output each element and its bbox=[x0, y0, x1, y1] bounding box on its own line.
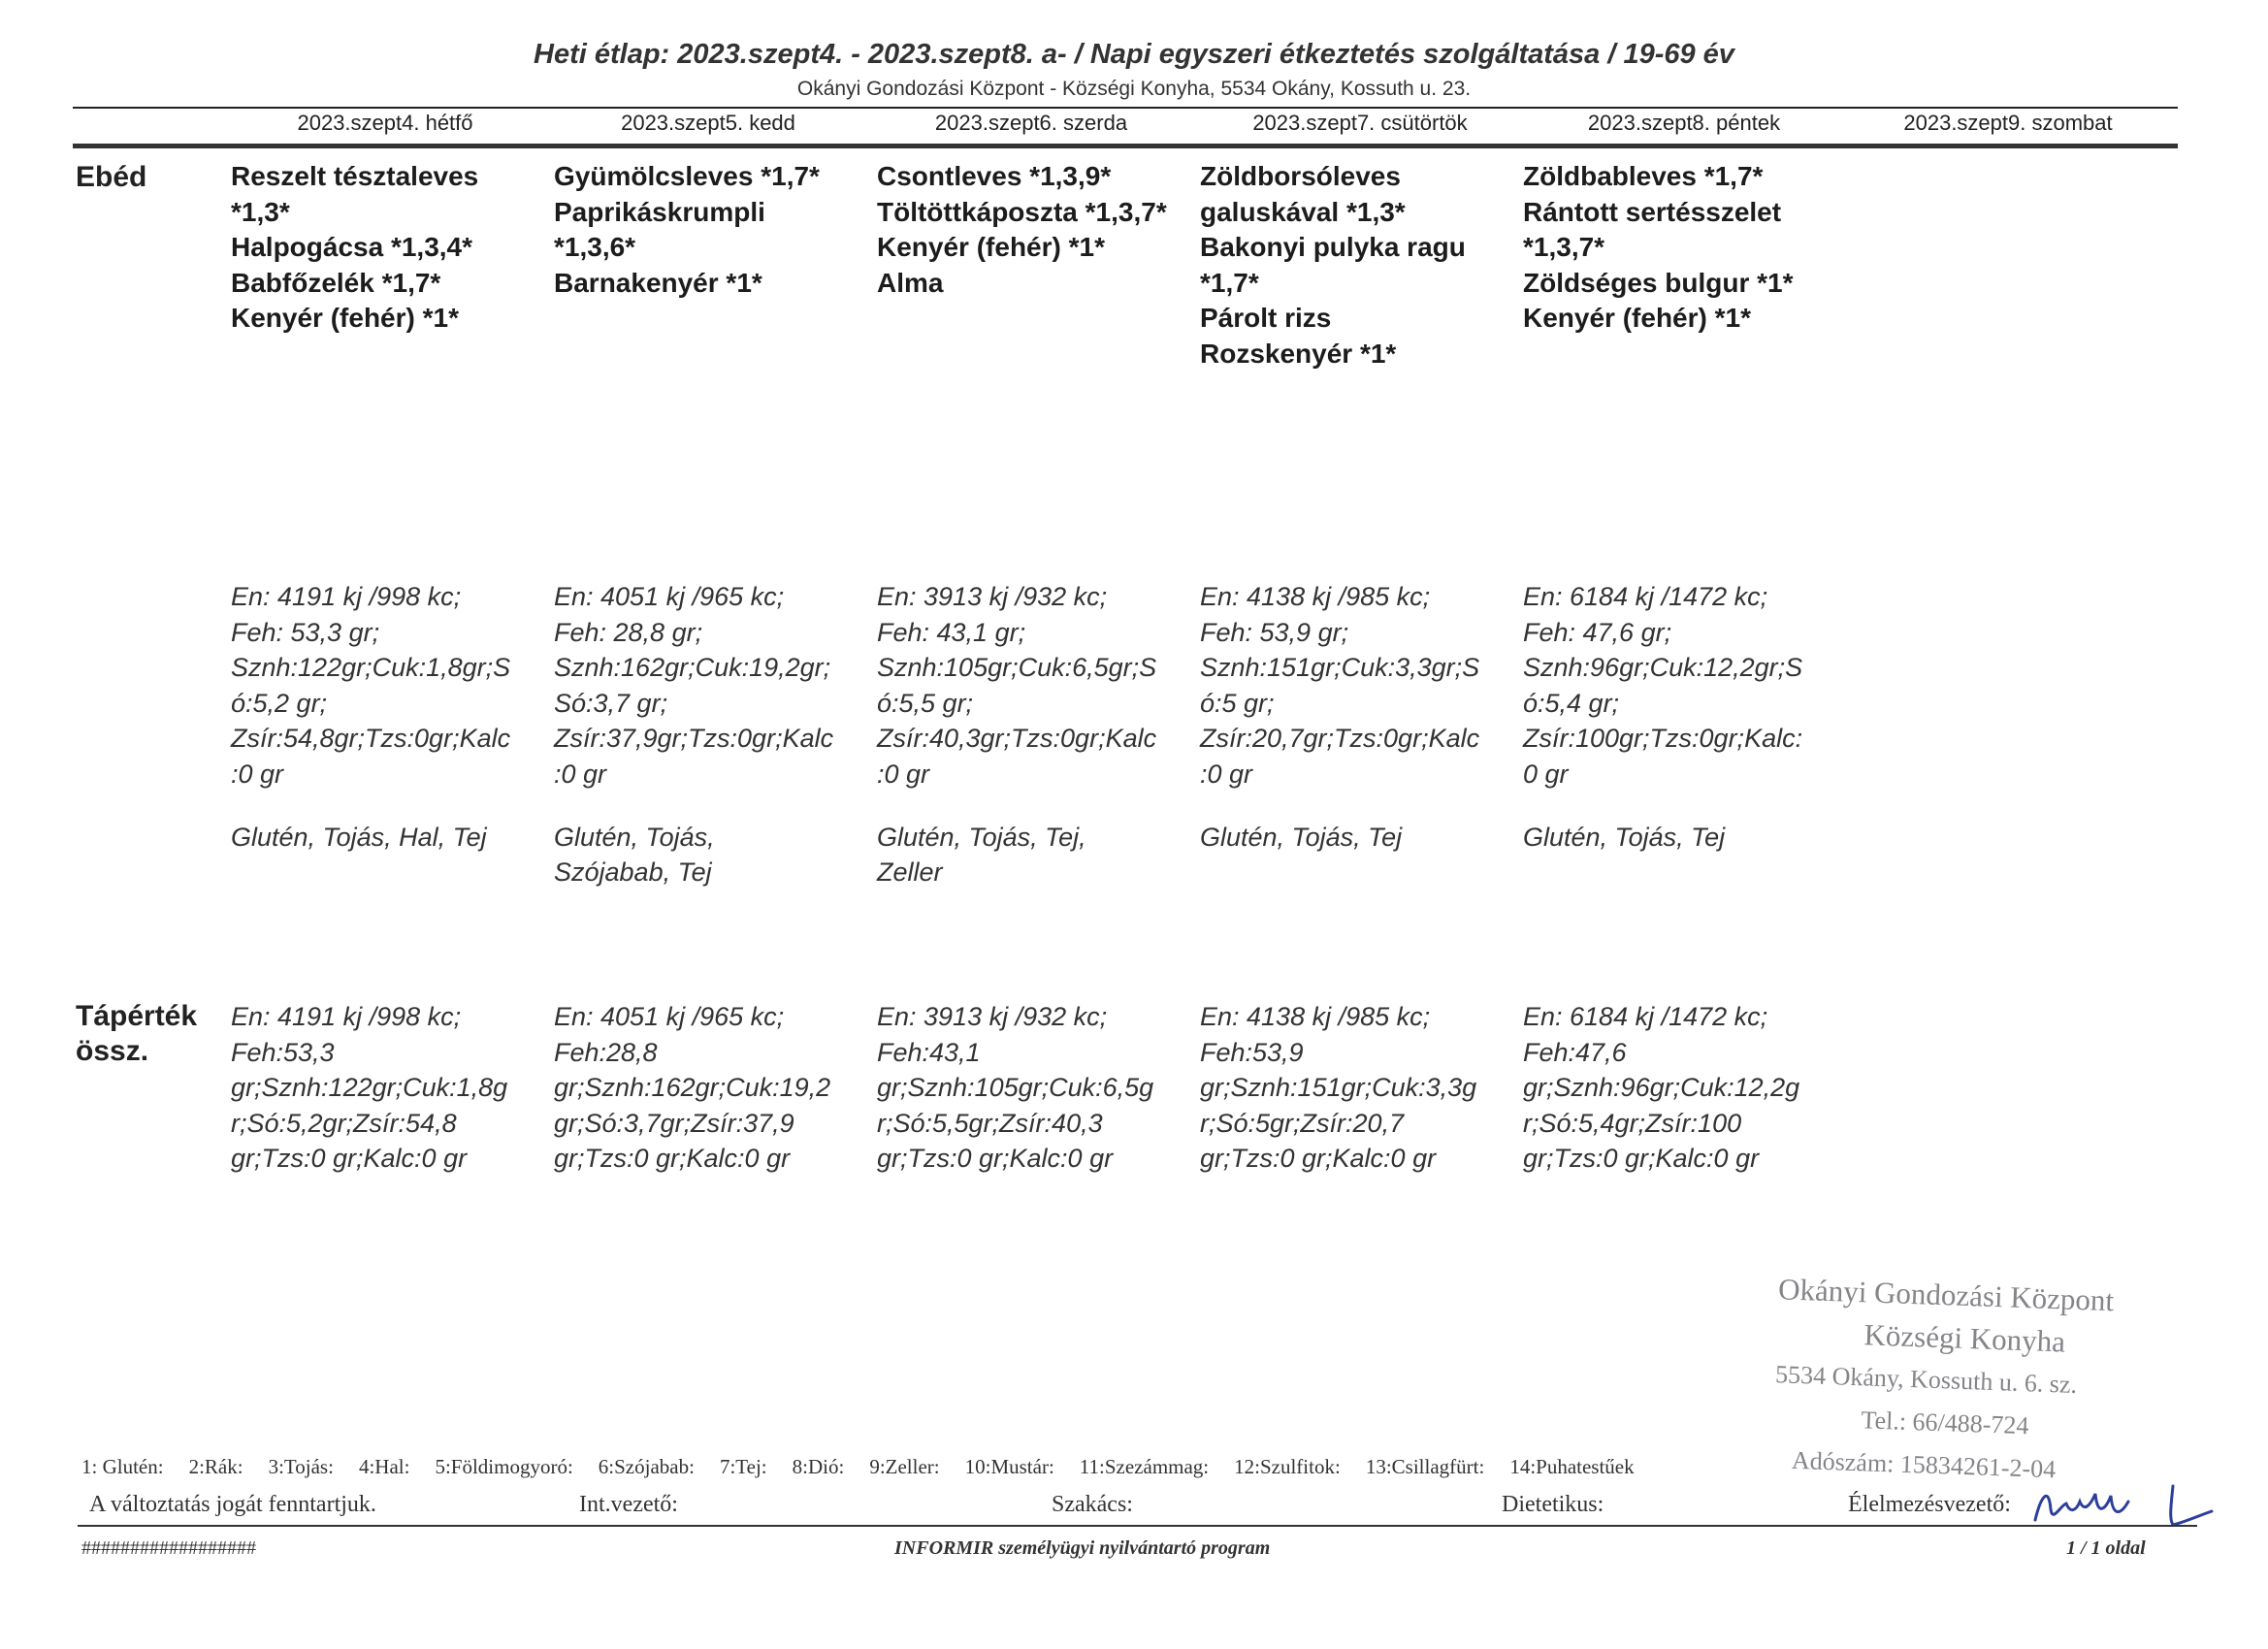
footer-divider bbox=[78, 1525, 2197, 1527]
menu-item: Csontleves *1,3,9* bbox=[877, 161, 1112, 191]
footer-dietetikus: Dietetikus: bbox=[1502, 1492, 1604, 1517]
footer-note: A változtatás jogát fenntartjuk. bbox=[89, 1492, 376, 1517]
stamp-line: Tel.: 66/488-724 bbox=[1861, 1406, 2029, 1440]
menu-item: Kenyér (fehér) *1* bbox=[877, 232, 1105, 262]
legend-item: 3:Tojás: bbox=[268, 1455, 334, 1478]
allergens-friday: Glutén, Tojás, Tej bbox=[1523, 823, 1726, 852]
row-label-tapertek-line2: össz. bbox=[76, 1035, 149, 1067]
day-header-friday: 2023.szept8. péntek bbox=[1587, 111, 1781, 135]
allergens-monday: Glutén, Tojás, Hal, Tej bbox=[231, 823, 487, 852]
legend-item: 1: Glutén: bbox=[81, 1455, 164, 1478]
menu-item: Halpogácsa *1,3,4* bbox=[231, 232, 473, 262]
menu-item: Párolt rizs bbox=[1200, 303, 1332, 333]
allergen-legend bbox=[81, 1455, 2216, 1479]
legend-item: 11:Szezámmag: bbox=[1079, 1455, 1210, 1478]
menu-item: Babfőzelék *1,7* bbox=[231, 267, 441, 298]
menu-item: Alma bbox=[877, 267, 944, 298]
allergens-thursday: Glutén, Tojás, Tej bbox=[1200, 823, 1403, 852]
nutrition-wednesday: En: 3913 kj /932 kc; Feh: 43,1 gr; Sznh:105gr;Cuk:6,5gr;S ó:5,5 gr; Zsír:40,3gr;Tzs:0gr;Kalc :0 gr bbox=[877, 582, 1157, 789]
row-label-tapertek-line1: Tápérték bbox=[76, 1000, 198, 1032]
menu-item: Gyümölcsleves *1,7* bbox=[554, 161, 820, 191]
menu-monday bbox=[231, 159, 556, 337]
footer-elelmezesvezeto: Élelmezésvezető: bbox=[1848, 1492, 2011, 1517]
day-header-wednesday: 2023.szept6. szerda bbox=[934, 111, 1128, 135]
legend-item: 5:Földimogyoró: bbox=[435, 1455, 573, 1478]
nutrition-thursday: En: 4138 kj /985 kc; Feh: 53,9 gr; Sznh:151gr;Cuk:3,3gr;S ó:5 gr; Zsír:20,7gr;Tzs:0gr;Kalc :0 gr bbox=[1200, 582, 1480, 789]
menu-item: Zöldborsóleves bbox=[1200, 161, 1401, 191]
row-label-tapertek bbox=[76, 999, 197, 1069]
menu-friday bbox=[1523, 159, 1848, 337]
total-thursday: En: 4138 kj /985 kc; Feh:53,9 gr;Sznh:151gr;Cuk:3,3g r;Só:5gr;Zsír:20,7 gr;Tzs:0 gr;Kalc:0 gr bbox=[1200, 1002, 1477, 1173]
legend-item: 2:Rák: bbox=[188, 1455, 243, 1478]
legend-item: 4:Hal: bbox=[358, 1455, 410, 1478]
menu-item: Zöldbableves *1,7* bbox=[1523, 161, 1764, 191]
total-tuesday: En: 4051 kj /965 kc; Feh:28,8 gr;Sznh:162gr;Cuk:19,2 gr;Só:3,7gr;Zsír:37,9 gr;Tzs:0 gr;Kalc:0 gr bbox=[554, 1002, 831, 1173]
total-wednesday: En: 3913 kj /932 kc; Feh:43,1 gr;Sznh:105gr;Cuk:6,5g r;Só:5,5gr;Zsír:40,3 gr;Tzs:0 gr;Kalc:0 gr bbox=[877, 1002, 1154, 1173]
total-monday: En: 4191 kj /998 kc; Feh:53,3 gr;Sznh:122gr;Cuk:1,8g r;Só:5,2gr;Zsír:54,8 gr;Tzs:0 gr;Kalc:0 gr bbox=[231, 1002, 508, 1173]
footer-szakacs: Szakács: bbox=[1052, 1492, 1133, 1517]
allergens-wednesday: Glutén, Tojás, Tej, Zeller bbox=[877, 823, 1086, 887]
page-subtitle: Okányi Gondozási Központ - Községi Konyha, 5534 Okány, Kossuth u. 23. bbox=[796, 78, 1472, 100]
menu-item: *1,3,7* bbox=[1523, 232, 1605, 262]
menu-item: Kenyér (fehér) *1* bbox=[1523, 303, 1751, 333]
row-label-ebed: Ebéd bbox=[76, 161, 147, 193]
menu-thursday bbox=[1200, 159, 1525, 372]
menu-item: Rozskenyér *1* bbox=[1200, 338, 1397, 369]
legend-item: 8:Dió: bbox=[792, 1455, 845, 1478]
menu-tuesday bbox=[554, 159, 879, 301]
legend-item: 12:Szulfitok: bbox=[1234, 1455, 1341, 1478]
stamp-line: Okányi Gondozási Központ bbox=[1777, 1272, 2115, 1318]
stamp-line: Adószám: 15834261-2-04 bbox=[1791, 1445, 2057, 1484]
menu-item: galuskával *1,3* bbox=[1200, 196, 1406, 227]
day-header-monday: 2023.szept4. hétfő bbox=[297, 111, 473, 135]
menu-item: *1,7* bbox=[1200, 267, 1259, 298]
header-divider bbox=[73, 107, 2178, 109]
total-friday: En: 6184 kj /1472 kc; Feh:47,6 gr;Sznh:96gr;Cuk:12,2g r;Só:5,4gr;Zsír:100 gr;Tzs:0 gr;Kalc:0 gr bbox=[1523, 1002, 1800, 1173]
nutrition-tuesday: En: 4051 kj /965 kc; Feh: 28,8 gr; Sznh:162gr;Cuk:19,2gr; Só:3,7 gr; Zsír:37,9gr;Tzs:0gr;Kalc :0 gr bbox=[554, 582, 834, 789]
day-header-thursday: 2023.szept7. csütörtök bbox=[1252, 111, 1468, 135]
legend-item: 10:Mustár: bbox=[964, 1455, 1054, 1478]
legend-item: 14:Puhatestűek bbox=[1509, 1455, 1635, 1478]
stamp-line: 5534 Okány, Kossuth u. 6. sz. bbox=[1774, 1360, 2078, 1399]
menu-item: Kenyér (fehér) *1* bbox=[231, 303, 459, 333]
menu-item: Bakonyi pulyka ragu bbox=[1200, 232, 1466, 262]
menu-item: *1,3,6* bbox=[554, 232, 636, 262]
menu-item: Reszelt tésztaleves bbox=[231, 161, 479, 191]
nutrition-monday: En: 4191 kj /998 kc; Feh: 53,3 gr; Sznh:122gr;Cuk:1,8gr;S ó:5,2 gr; Zsír:54,8gr;Tzs:0gr;Kalc :0 gr bbox=[231, 582, 511, 789]
stamp-line: Községi Konyha bbox=[1863, 1317, 2066, 1359]
nutrition-friday: En: 6184 kj /1472 kc; Feh: 47,6 gr; Sznh:96gr;Cuk:12,2gr;S ó:5,4 gr; Zsír:100gr;Tzs:0gr;Kalc: 0 gr bbox=[1523, 582, 1803, 789]
menu-item: *1,3* bbox=[231, 196, 290, 227]
menu-item: Töltöttkáposzta *1,3,7* bbox=[877, 196, 1167, 227]
legend-item: 6:Szójabab: bbox=[598, 1455, 695, 1478]
table-header-divider bbox=[73, 144, 2178, 148]
menu-item: Barnakenyér *1* bbox=[554, 267, 762, 298]
footer-program: INFORMIR személyügyi nyilvántartó program bbox=[894, 1537, 1271, 1559]
footer-hashes: ################## bbox=[81, 1537, 256, 1559]
menu-item: Paprikáskrumpli bbox=[554, 196, 765, 227]
footer-page-number: 1 / 1 oldal bbox=[2066, 1537, 2146, 1559]
footer-int-vezeto: Int.vezető: bbox=[579, 1492, 678, 1517]
allergens-tuesday: Glutén, Tojás, Szójabab, Tej bbox=[554, 823, 715, 887]
legend-item: 9:Zeller: bbox=[869, 1455, 940, 1478]
menu-item: Rántott sertésszelet bbox=[1523, 196, 1782, 227]
menu-item: Zöldséges bulgur *1* bbox=[1523, 267, 1794, 298]
page-title: Heti étlap: 2023.szept4. - 2023.szept8. a- / Napi egyszeri étkeztetés szolgáltatása / 19-69 év bbox=[534, 39, 1734, 70]
legend-item: 13:Csillagfürt: bbox=[1365, 1455, 1485, 1478]
menu-wednesday bbox=[877, 159, 1202, 301]
legend-item: 7:Tej: bbox=[719, 1455, 767, 1478]
day-header-saturday: 2023.szept9. szombat bbox=[1903, 111, 2113, 135]
day-header-tuesday: 2023.szept5. kedd bbox=[621, 111, 795, 135]
